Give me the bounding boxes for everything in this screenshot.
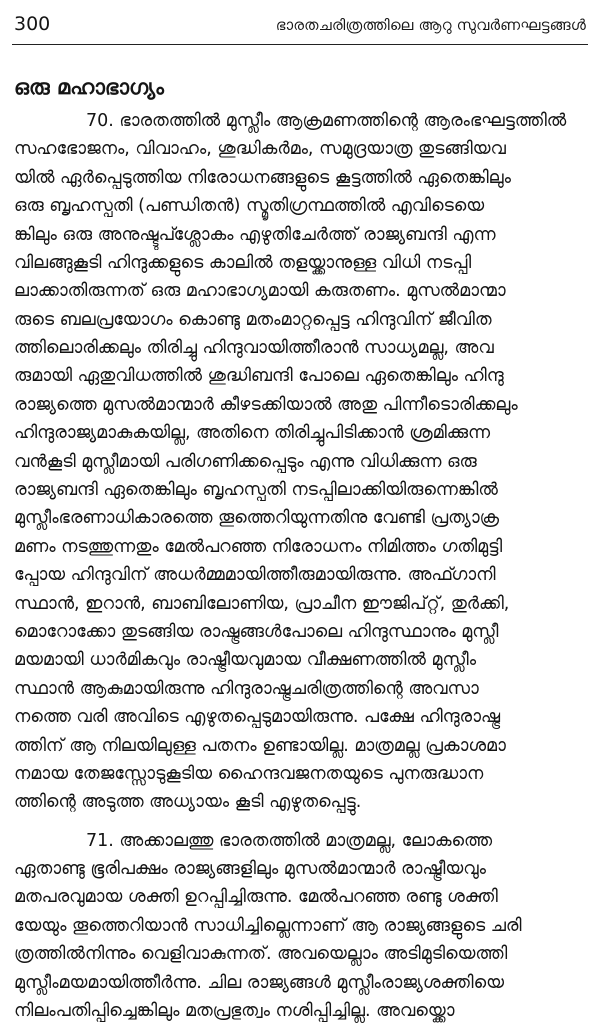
paragraph-70-line: നമായ തേജസ്സോടുകൂടിയ ഹൈന്ദവജനതയുടെ പുനരുദ്ധാന <box>14 764 484 784</box>
paragraph-71-line: 71. അക്കാലത്തു ഭാരതത്തിൽ മാത്രമല്ല, ലോകത്തെ <box>86 831 493 851</box>
paragraph-71-line: യേയും തൂത്തെറിയാൻ സാധിച്ചില്ലെന്നാണ് ആ രാജ്യങ്ങളുടെ ചരി <box>14 916 522 936</box>
paragraph-70-line: വിലങ്ങുകൂടി ഹിന്ദുക്കളുടെ കാലിൽ തളയ്ക്കാനുള്ള വിധി നടപ്പി <box>14 253 472 273</box>
paragraph-71-line: മതപരവുമായ ശക്തി ഉറപ്പിച്ചിരുന്നു. മേൽപറഞ്ഞ രണ്ടു ശക്തി <box>14 887 498 907</box>
paragraph-70-line: രാജ്യബന്ദി ഏതെങ്കിലും ബൃഹസ്പതി നടപ്പിലാക്കിയിരുന്നെങ്കിൽ <box>14 480 498 500</box>
paragraph-70-line: പ്പോയ ഹിന്ദുവിന് അധർമ്മമായിത്തീരുമായിരുന്നു. അഫ്ഗാനി <box>14 565 496 585</box>
paragraph-70-line: സ്ഥാൻ, ഇറാൻ, ബാബിലോണിയ, പ്രാചീന ഈജിപ്റ്റ്, തുർക്കി, <box>14 594 510 614</box>
running-title: ഭാരതചരിത്രത്തിലെ ആറു സുവർണഘട്ടങ്ങൾ <box>275 16 586 34</box>
paragraph-71-line: മുസ്ലീംമയമായിത്തീർന്നു. ചില രാജ്യങ്ങൾ മുസ്ലീംരാജ്യശക്തിയെ <box>14 973 504 993</box>
paragraph-70-line: നത്തെ വരി അവിടെ എഴുതപ്പെടുമായിരുന്നു. പക്ഷേ ഹിന്ദുരാഷ്ട്ര <box>14 707 501 727</box>
paragraph-71-line: ഏതാണ്ടു ഭൂരിപക്ഷം രാജ്യങ്ങളിലും മുസൽമാന്മാർ രാഷ്ട്രീയവും <box>14 859 486 879</box>
section-heading: ഒരു മഹാഭാഗ്യം <box>14 75 164 99</box>
paragraph-70-line: സ്ഥാൻ ആകുമായിരുന്നു ഹിന്ദുരാഷ്ട്രചരിത്രത്തിന്റെ അവസാ <box>14 679 479 699</box>
paragraph-70-line: ത്തിന് ആ നിലയിലുള്ള പതനം ഉണ്ടായില്ല. മാത്രമല്ല പ്രകാശമാ <box>14 736 506 756</box>
paragraph-70-line: ത്തിന്റെ അടുത്ത അധ്യായം കൂടി എഴുതപ്പെട്ടു. <box>14 792 362 812</box>
paragraph-70-line: മൊറോക്കോ തുടങ്ങിയ രാഷ്ട്രങ്ങൾപോലെ ഹിന്ദുസ്ഥാനും മുസ്ലീ <box>14 622 499 642</box>
paragraph-70-line: യിൽ ഏർപ്പെടുത്തിയ നിരോധനങ്ങളുടെ കൂട്ടത്തിൽ ഏതെങ്കിലും <box>14 168 511 188</box>
paragraph-70-line: 70. ഭാരതത്തിൽ മുസ്ലീം ആക്രമണത്തിന്റെ ആരംഭഘട്ടത്തിൽ <box>86 111 567 131</box>
paragraph-70-line: മണം നടത്തുന്നതും മേൽപറഞ്ഞ നിരോധനം നിമിത്തം ഗതിമുട്ടി <box>14 537 503 557</box>
paragraph-70-line: രുമായി ഏതുവിധത്തിൽ ശുദ്ധിബന്ദി പോലെ ഏതെങ്കിലും ഹിന്ദു <box>14 366 504 386</box>
paragraph-70-line: വൻകൂടി മുസ്ലീമായി പരിഗണിക്കപ്പെടും എന്നു വിധിക്കുന്ന ഒരു <box>14 452 477 472</box>
paragraph-70-line: ങ്കിലും ഒരു അനുഷ്ടുപ്ശ്ലോകം എഴുതിചേർത്ത് രാജ്യബന്ദി എന്ന <box>14 225 496 245</box>
paragraph-70-line: സഹഭോജനം, വിവാഹം, ശുദ്ധികർമം, സമുദ്രയാത്ര തുടങ്ങിയവ <box>14 139 506 159</box>
paragraph-70-line: ഒരു ബൃഹസ്പതി (പണ്ഡിതൻ) സ്മൃതിഗ്രന്ഥത്തിൽ എവിടെയെ <box>14 196 485 216</box>
paragraph-70-line: ലാക്കാതിരുന്നത് ഒരു മഹാഭാഗ്യമായി കരുതണം. മുസൽമാന്മാ <box>14 281 506 301</box>
page-number: 300 <box>14 13 51 35</box>
paragraph-70-line: മയമായി ധാർമികവും രാഷ്ട്രീയവുമായ വീക്ഷണത്തിൽ മുസ്ലീം <box>14 650 477 670</box>
paragraph-70-line: ഹിന്ദുരാജ്യമാകുകയില്ല, അതിനെ തിരിച്ചുപിടിക്കാൻ ശ്രമിക്കുന്ന <box>14 423 491 443</box>
paragraph-70-line: രുടെ ബലപ്രയോഗം കൊണ്ടു മതംമാറ്റപ്പെട്ട ഹിന്ദുവിന് ജീവിത <box>14 310 492 330</box>
paragraph-70-line: മുസ്ലീംഭരണാധികാരത്തെ തൂത്തെറിയുന്നതിനു വേണ്ടി പ്രത്യാക്ര <box>14 508 500 528</box>
paragraph-70-line: ത്തിലൊരിക്കലും തിരിച്ചു ഹിന്ദുവായിത്തീരാൻ സാധ്യമല്ല, അവ <box>14 338 494 358</box>
paragraph-71-line: നിലംപതിപ്പിച്ചെങ്കിലും മതപ്രഭുത്വം നശിപ്പിച്ചില്ല. അവയ്ക്കൊ <box>14 1001 455 1021</box>
paragraph-71-line: ത്രത്തിൽനിന്നും വെളിവാകുന്നത്. അവയെല്ലാം അടിമുടിയെത്തി <box>14 944 508 964</box>
paragraph-70-line: രാജ്യത്തെ മുസൽമാന്മാർ കീഴടക്കിയാൽ അതു പിന്നീടൊരിക്കലും <box>14 395 518 415</box>
